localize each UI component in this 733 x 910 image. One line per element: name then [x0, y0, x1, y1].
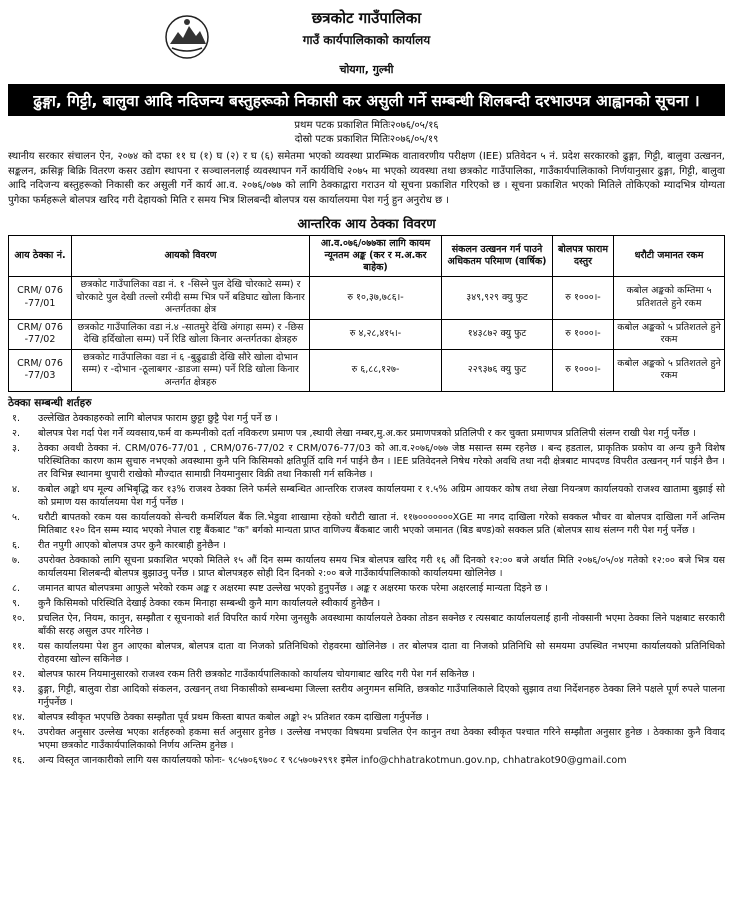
col-header-form-fee: बोलपत्र फाराम दस्तुर — [553, 236, 614, 277]
condition-number: ६. — [12, 540, 21, 551]
second-publication-date: दोस्रो पटक प्रकाशित मितिः२०७६/०५/१९ — [294, 134, 439, 145]
condition-item — [8, 754, 725, 767]
contract-no-cell: CRM/ 076 -77/03 — [9, 349, 72, 392]
condition-item — [8, 711, 725, 724]
conditions-list — [8, 412, 725, 767]
intro-paragraph: स्थानीय सरकार संचालन ऐन, २०७४ को दफा ११ घ (१) घ (२) र घ (६) समेतमा भएको व्यवस्था प्रारम्भिक वातावरणीय परीक्षण (IEE) प्रतिवेदन ५ नं. प्रदेश सरकारको ढुङ्गा, गिट्टी, बालुवा उत्खनन, सङ्कलन, क्रसिङ्ग बिक्रि वितरण कसर उद्योग स्थापना र सञ्चालनलाई व्यवस्थापन गर्ने कार्यविधि २०७५ मा भएको व्यवस्था तथा छत्रकोट गाउँपालिका, गाउँकार्यपालिकाको निर्णयानुसार ढुङ्गा, गिट्टी, बालुवा आदि नदिजन्य बस्तुहरूको निकासी कर असुली गर्ने कार्य आ.व. २०७६/०७७ को लागि ठेक्काद्वारा गराउन यो सूचना प्रकाशित गरिएको छ । सूचना प्रकाशित भएको मितिले तोकिएको म्यादभित्र योग्यता पुगेका फर्महरूले बोलपत्र खरिद गरी देहायको मिति र समय भित्र शिलबन्दी बोलपत्र यस कार्यालयमा पेश गर्नु हुन अनुरोध छ । — [8, 151, 725, 206]
condition-number: १२. — [12, 669, 26, 680]
deposit-cell: कबोल अङ्कको कम्तिमा ५ प्रतिशतले हुने रकम — [614, 277, 725, 320]
condition-text: प्रचलित ऐन, नियम, कानुन, सम्झौता र सूचनाको शर्त विपरित कार्य गरेमा जुनसुकै अवस्थामा कार्यालयले ठेक्का तोडन सक्नेछ र त्यसबाट कार्यालयलाई हानी नोक्सानी भएमा ठेक्का लिने पक्षबाट सरकारी बाँकी सरह असुल उपर गरिनेछ । — [38, 613, 725, 637]
notice-header — [8, 8, 725, 80]
condition-item — [8, 582, 725, 595]
condition-text: कबोल अङ्को थप मूल्य अभिबृद्धि कर १३% राजश्व ठेक्का लिने फर्मले सम्बन्धित आन्तरिक राजश्व कार्यालयमा र १.५% अग्रिम आयकर कोष तथा लेखा नियन्त्रण कार्यालयको राजश्व खातामा बुझाई सो को प्रमाण यस कार्यालयमा पेश गर्नु पर्नेछ । — [38, 484, 725, 508]
notice-title: ढुङ्गा, गिट्टी, बालुवा आदि नदिजन्य बस्तुहरूको निकासी कर असुली गर्ने सम्बन्धी शिलबन्दी दरभाउपत्र आह्वानको सूचना । — [8, 84, 725, 116]
condition-number: १५. — [12, 727, 26, 738]
form-fee-cell: रु १०००।- — [553, 349, 614, 392]
condition-item — [8, 511, 725, 537]
condition-item — [8, 640, 725, 666]
condition-text: उपरोक्त ठेक्काको लागि सूचना प्रकाशित भएको मितिले १५ औं दिन सम्म कार्यालय समय भित्र बोलपत्र खरिद गरी १६ औं दिनको १२:०० बजे अर्थात मिति २०७६/०५/०४ गतेको १२:०० बजे भित्र यस कार्यालयमा शिलबन्दी बोलपत्र बुझाउनु पर्नेछ । प्राप्त बोलपत्रहरु सोही दिन दिनको २:०० बजे गाउँकार्यपालिकाको कार्यालयमा खोलिनेछ । — [38, 555, 725, 579]
condition-number: ४. — [12, 484, 21, 495]
condition-text: यस कार्यालयमा पेश हुन आएका बोलपत्र, बोलपत्र दाता वा निजको प्रतिनिधिको रोहवरमा खोलिनेछ । तर बोलपत्र दाता वा निजको प्रतिनिधि सो समयमा उपस्थित नभएमा कार्यालयको प्रतिनिधिको रोहवरमा खोल्न सकिनेछ । — [38, 641, 725, 665]
condition-text: बोलपत्र फारम नियमानुसारको राजश्व रकम तिरी छत्रकोट गाउँकार्यपालिकाको कार्यालय चोयगाबाट खरिद गरी पेश गर्न सकिनेछ । — [38, 669, 476, 680]
condition-number: ७. — [12, 555, 21, 566]
condition-number: १४. — [12, 712, 26, 723]
condition-item — [8, 726, 725, 752]
first-publication-date: प्रथम पटक प्रकाशित मितिः२०७६/०५/१६ — [294, 120, 439, 131]
minimum-amount-cell: रु १०,३७,७८६।- — [310, 277, 442, 320]
table-row — [9, 277, 725, 320]
condition-number: १६. — [12, 755, 26, 766]
condition-item — [8, 554, 725, 580]
max-quantity-cell: ३४९,९२९ क्यु फुट — [442, 277, 553, 320]
condition-text: ढुङ्गा, गिट्टी, बालुवा रोडा आदिको संकलन, उत्खनन् तथा निकासीको सम्बन्धमा जिल्ला स्तरीय अनुगमन समिति, छत्रकोट गाउँपालिकाले दिएको सुझाव तथा निर्देशनहरु ठेक्का लिने पक्षले पूर्ण रुपले पालना गर्नुपर्नेछ । — [38, 684, 725, 708]
office-name: गाउँ कार्यपालिकाको कार्यालय — [302, 33, 431, 47]
office-location: चोयगा, गुल्मी — [339, 63, 394, 76]
org-name: छत्रकोट गाउँपालिका — [311, 9, 422, 27]
minimum-amount-cell: रु ६,८८,१२७- — [310, 349, 442, 392]
condition-number: ३. — [12, 443, 21, 454]
condition-item — [8, 668, 725, 681]
contract-no-cell: CRM/ 076 -77/02 — [9, 319, 72, 349]
col-header-description: आयको विवरण — [72, 236, 310, 277]
condition-item — [8, 612, 725, 638]
form-fee-cell: रु १०००।- — [553, 319, 614, 349]
condition-item — [8, 427, 725, 440]
table-header-row — [9, 236, 725, 277]
condition-item — [8, 442, 725, 481]
conditions-title: ठेक्का सम्बन्धी शर्तहरु — [8, 397, 92, 409]
condition-item — [8, 597, 725, 610]
max-quantity-cell: २२९३७६ क्यु फुट — [442, 349, 553, 392]
contract-no-cell: CRM/ 076 -77/01 — [9, 277, 72, 320]
condition-text: धरौटी बापतको रकम यस कार्यालयको सेन्चरी कमर्शियल बैंक लि.भेडुवा शाखामा रहेको धरौटी खाता नं. ११७०००००००XGE मा नगद दाखिला गरेको सक्कल भौचर वा बोलपत्र दाखिला गर्ने अन्तिम मितिबाट १२० दिन सम्म म्याद भएको नेपाल राष्ट्र बैंकबाट "क" बर्गको मान्यता प्राप्त वाणिज्य बैंकबाट जारी भएको जमानत (बिड बण्ड)को सक्कल प्रति (बोलपत्र साथ संलग्न गरी पेश गर्नु पर्नेछ । — [38, 512, 725, 536]
condition-text: बोलपत्र पेश गर्दा पेश गर्ने व्यवसाय,फर्म वा कम्पनीको दर्ता नविकरण प्रमाण पत्र ,स्थायी लेखा नम्बर,मु.अ.कर प्रमाणपत्रको प्रतिलिपी र कर चुक्ता प्रमाणपत्र प्रतिलिपी संलग्न राखी पेश गर्नु पर्नेछ । — [38, 428, 696, 439]
condition-text: उल्लेखित ठेक्काहरुको लागि बोलपत्र फाराम छुट्टा छुट्टै पेश गर्नु पर्ने छ । — [38, 413, 279, 424]
condition-number: २. — [12, 428, 21, 439]
deposit-cell: कबोल अङ्कको ५ प्रतिशतले हुने रकम — [614, 349, 725, 392]
condition-item — [8, 483, 725, 509]
condition-text: अन्य विस्तृत जानकारीको लागि यस कार्यालयको फोनः- ९८५७०६९७०८ र ९८५७०७२९९१ इमेल info@chhatrakotmun.gov.np, chhatrakot90@gmail.com — [38, 755, 627, 766]
condition-item — [8, 412, 725, 425]
description-cell: छत्रकोट गाउँपालिका वडा नं. १ -सिस्ने पुल देखि चोरकाटे सम्म) र चोरकाटे पुल देखी तल्लो रमीदी सम्म भित्र पर्ने बडिघाट खोला किनार अन्तर्गतका क्षेत्र — [72, 277, 310, 320]
condition-item — [8, 683, 725, 709]
max-quantity-cell: १४३८७२ क्यु फुट — [442, 319, 553, 349]
condition-item — [8, 539, 725, 552]
condition-text: ठेक्का अवधी ठेक्का नं. CRM/076-77/01 , CRM/076-77/02 र CRM/076-77/03 को आ.व.२०७६/०७७ जेष्ठ मसान्त सम्म रहनेछ । बन्द हडताल, प्राकृतिक प्रकोप वा अन्य कुनै विशेष परिस्थितिका कारण काम सुचारु नभएको अवस्थामा कुनै पनि किसिमको क्षतिपूर्ति दावि गर्न पाईने छैन । IEE प्रतिवेदनले निषेध गरेको अवधि तथा नदी क्षेत्रबाट मापदण्ड विपरीत उत्खनन् गर्न पाईने छैन । तर विभिन्न स्थानमा थुपारी राखेको मौज्दात सामाग्री नियमानुसार विक्री तथा निकासी गर्न सकिनेछ । — [38, 443, 725, 480]
condition-number: १३. — [12, 684, 26, 695]
condition-number: ५. — [12, 512, 21, 523]
condition-number: ११. — [12, 641, 26, 652]
publication-dates — [8, 119, 725, 147]
revenue-contract-table — [8, 235, 725, 392]
minimum-amount-cell: रु ४,२८,४१५।- — [310, 319, 442, 349]
col-header-contract-no: आय ठेक्का नं. — [9, 236, 72, 277]
col-header-max-quantity: संकलन उत्खनन गर्न पाउने अधिकतम परिमाण (वार्षिक) — [442, 236, 553, 277]
description-cell: छत्रकोट गाउँपालिका वडा नं.४ -सातमुरे देखि अंगाहा सम्म) र -छिस देखि हर्दिखोला सम्म) पर्ने रिडि खोला किनार अन्तर्गतका क्षेत्रहरु — [72, 319, 310, 349]
condition-number: १०. — [12, 613, 26, 624]
condition-text: कुनै किसिमको परिस्थिति देखाई ठेक्का रकम मिनाहा सम्बन्धी कुनै माग कार्यालयले स्वीकार्य हुनेछैन । — [38, 598, 381, 609]
deposit-cell: कबोल अङ्कको ५ प्रतिशतले हुने रकम — [614, 319, 725, 349]
description-cell: छत्रकोट गाउँपालिका वडा नं ६ -बुढुढाडी देखि सौरे खोला दोभान सम्म) र -दोभान -ठूलाबगर -डाडजा सम्म) पर्ने रिडि खोला किनार अन्तर्गत क्षेत्रहरु — [72, 349, 310, 392]
condition-text: जमानत बापत बोलपत्रमा आफुले भरेको रकम अङ्क र अक्षरमा स्पष्ट उल्लेख भएको हुनुपर्नेछ । अङ्क र अक्षरमा फरक परेमा अक्षरलाई मान्यता दिइने छ । — [38, 583, 549, 594]
col-header-deposit: धरौटी जमानत रकम — [614, 236, 725, 277]
col-header-minimum-amount: आ.व.०७६/०७७का लागि कायम न्यूनतम अङ्क (कर र म.अ.कर बाहेक) — [310, 236, 442, 277]
table-title: आन्तरिक आय ठेक्का विवरण — [297, 217, 436, 232]
form-fee-cell: रु १०००।- — [553, 277, 614, 320]
table-row — [9, 349, 725, 392]
condition-number: ९. — [12, 598, 21, 609]
condition-number: ८. — [12, 583, 21, 594]
condition-text: बोलपत्र स्वीकृत भएपछि ठेक्का सम्झौता पूर्व प्रथम किस्ता बापत कबोल अङ्को २५ प्रतिशत रकम दाखिला गर्नुपर्नेछ । — [38, 712, 429, 723]
condition-text: उपरोक्त अनुसार उल्लेख भएका शर्तहरुको हकमा सर्त अनुसार हुनेछ । उल्लेख नभएका विषयमा प्रचलित ऐन कानुन तथा ठेक्का स्वीकृत पश्चात गरिने सम्झौता अनुसार हुनेछ । ठेक्काका कुनै विवाद भएमा छत्रकोट गाउँकार्यपालिकाको निर्णय अन्तिम हुनेछ । — [38, 727, 725, 751]
condition-number: १. — [12, 413, 21, 424]
condition-text: रीत नपुगी आएको बोलपत्र उपर कुनै कारबाही हुनेछैन । — [38, 540, 226, 551]
government-emblem-icon — [162, 14, 212, 60]
table-row — [9, 319, 725, 349]
